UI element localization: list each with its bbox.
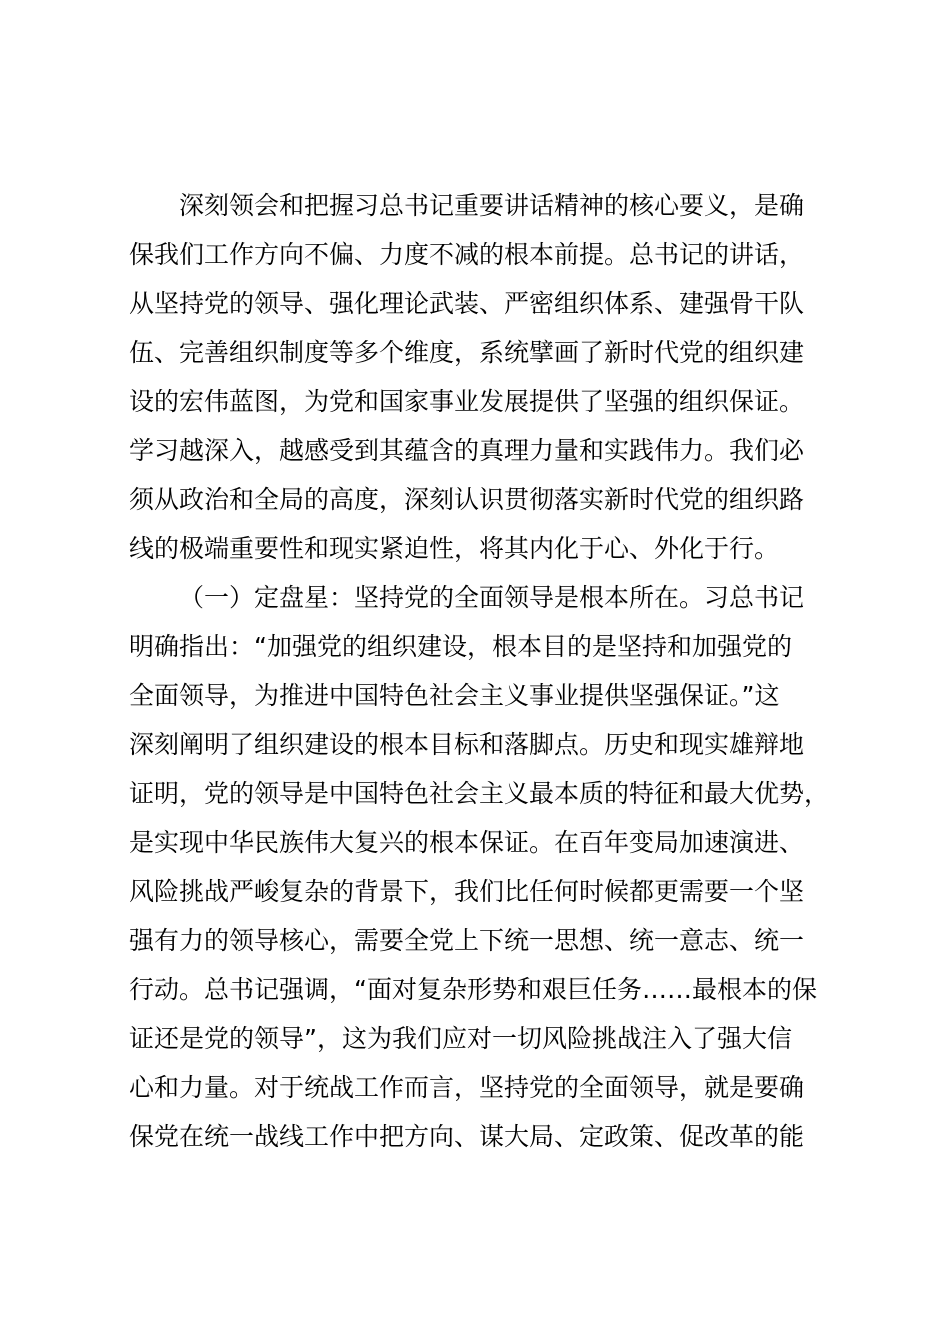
paragraph-1-line-2: 保我们工作方向不偏、力度不减的根本前提。总书记的讲话， (129, 240, 805, 269)
paragraph-2-line-12: 保党在统一战线工作中把方向、谋大局、定政策、促改革的能 (129, 1122, 805, 1151)
paragraph-2-line-5: 证明，党的领导是中国特色社会主义最本质的特征和最大优势， (129, 779, 830, 808)
paragraph-1-line-1: 深刻领会和把握习总书记重要讲话精神的核心要义，是确 (179, 191, 805, 220)
paragraph-2-line-3: 全面领导，为推进中国特色社会主义事业提供坚强保证。”这 (129, 681, 780, 710)
paragraph-2-line-9: 行动。总书记强调，“面对复杂形势和艰巨任务……最根本的保 (129, 975, 817, 1004)
paragraph-2-line-10: 证还是党的领导”，这为我们应对一切风险挑战注入了强大信 (129, 1024, 792, 1053)
paragraph-1-line-5: 设的宏伟蓝图，为党和国家事业发展提供了坚强的组织保证。 (129, 387, 805, 416)
paragraph-1-line-3: 从坚持党的领导、强化理论武装、严密组织体系、建强骨干队 (129, 289, 805, 318)
paragraph-2-line-7: 风险挑战严峻复杂的背景下，我们比任何时候都更需要一个坚 (129, 877, 805, 906)
paragraph-2-line-4: 深刻阐明了组织建设的根本目标和落脚点。历史和现实雄辩地 (129, 730, 805, 759)
paragraph-1-line-8: 线的极端重要性和现实紧迫性，将其内化于心、外化于行。 (129, 534, 780, 563)
paragraph-2-line-6: 是实现中华民族伟大复兴的根本保证。在百年变局加速演进、 (129, 828, 805, 857)
body-text (129, 181, 829, 1161)
paragraph-2-line-2: 明确指出：“加强党的组织建设，根本目的是坚持和加强党的 (129, 632, 792, 661)
paragraph-2-line-11: 心和力量。对于统战工作而言，坚持党的全面领导，就是要确 (129, 1073, 805, 1102)
paragraph-2-line-1: （一）定盘星：坚持党的全面领导是根本所在。习总书记 (179, 583, 805, 612)
paragraph-2-line-8: 强有力的领导核心，需要全党上下统一思想、统一意志、统一 (129, 926, 805, 955)
paragraph-1-line-4: 伍、完善组织制度等多个维度，系统擘画了新时代党的组织建 (129, 338, 805, 367)
paragraph-1-line-7: 须从政治和全局的高度，深刻认识贯彻落实新时代党的组织路 (129, 485, 805, 514)
paragraph-1-line-6: 学习越深入，越感受到其蕴含的真理力量和实践伟力。我们必 (129, 436, 805, 465)
